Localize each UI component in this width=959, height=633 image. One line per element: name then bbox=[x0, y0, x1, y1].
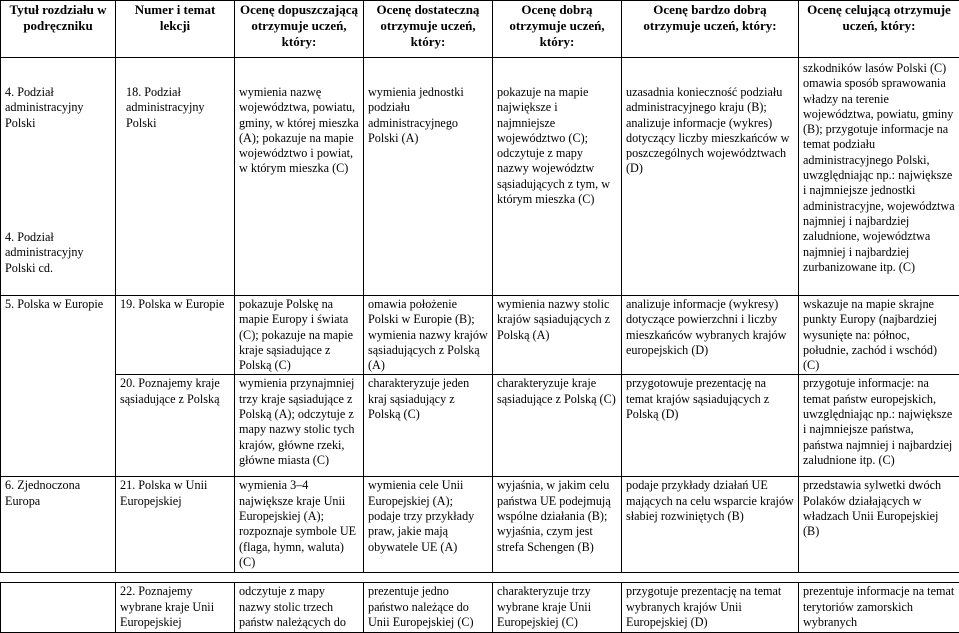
header-lesson: Numer i temat lekcji bbox=[116, 1, 235, 58]
lesson-cell: 22. Poznajemy wybrane kraje Unii Europejskiej bbox=[116, 583, 235, 633]
criteria-cell: odczytuje z mapy nazwy stolic trzech państw należących do bbox=[235, 583, 364, 633]
table-row bbox=[1, 583, 959, 633]
lesson-title: 18. Podział administracyjny Polski bbox=[126, 85, 205, 130]
lesson-cell: 19. Polska w Europie bbox=[116, 296, 235, 375]
criteria-cell: pokazuje na mapie największe i najmniejsze województwo (C); odczytuje z mapy nazwy województw sąsiadujących z tym, w którym mieszka (C) bbox=[493, 58, 622, 296]
chapter-title: 4. Podział administracyjny Polski bbox=[5, 85, 111, 230]
criteria-cell: przygotowuje prezentację na temat krajów sąsiadujących z Polską (D) bbox=[622, 375, 799, 477]
criteria-cell: przedstawia sylwetki dwóch Polaków działających w władzach Unii Europejskiej (B) bbox=[799, 477, 959, 573]
criteria-cell: charakteryzuje jeden kraj sąsiadujący z Polską (C) bbox=[364, 375, 493, 477]
criteria-cell: szkodników lasów Polski (C) omawia sposób sprawowania władzy na terenie województwa, powiatu, gminy (B); przygotuje informacje na temat podziału administracyjnego Polski, uwzględniając np.: największe i najmniejsze jednostki administracyjne, województwa najmniej i najbardziej zaludnione, województwa najmniej i najbardziej zurbanizowane itp. (C) bbox=[799, 58, 959, 296]
criteria-cell: wymienia 3–4 największe kraje Unii Europejskiej (A); rozpoznaje symbole UE (flaga, hymn, waluta) (C) bbox=[235, 477, 364, 573]
criteria-cell: wskazuje na mapie skrajne punkty Europy (najbardziej wysunięte na: północ, południe, zachód i wschód) (C) bbox=[799, 296, 959, 375]
criteria-cell: analizuje informacje (wykresy) dotyczące powierzchni i liczby mieszkańców wybranych krajów europejskich (D) bbox=[622, 296, 799, 375]
chapter-cell-empty bbox=[1, 583, 116, 633]
header-row bbox=[1, 1, 959, 58]
table-row bbox=[1, 477, 959, 573]
criteria-cell: prezentuje jedno państwo należące do Unii Europejskiej (C) bbox=[364, 583, 493, 633]
header-chapter: Tytuł rozdziału w podręczniku bbox=[1, 1, 116, 58]
criteria-cell: wymienia nazwy stolic krajów sąsiadujących z Polską (A) bbox=[493, 296, 622, 375]
header-grade-dobra: Ocenę dobrą otrzymuje uczeń, który: bbox=[493, 1, 622, 58]
criteria-cell: pokazuje Polskę na mapie Europy i świata (C); pokazuje na mapie kraje sąsiadujące z Polską (C) bbox=[235, 296, 364, 375]
criteria-cell: charakteryzuje kraje sąsiadujące z Polską (C) bbox=[493, 375, 622, 477]
lesson-cell: 20. Poznajemy kraje sąsiadujące z Polską bbox=[116, 375, 235, 477]
criteria-cell: podaje przykłady działań UE mających na celu wsparcie krajów słabiej rozwiniętych (B) bbox=[622, 477, 799, 573]
criteria-cell: wymienia przynajmniej trzy kraje sąsiadujące z Polską (A); odczytuje z mapy nazwy stolic tych krajów, główne rzeki, główne miasta (C) bbox=[235, 375, 364, 477]
chapter-cell: 6. Zjednoczona Europa bbox=[1, 477, 116, 573]
header-grade-dostateczna: Ocenę dostateczną otrzymuje uczeń, który: bbox=[364, 1, 493, 58]
criteria-cell: omawia położenie Polski w Europie (B); wymienia nazwy krajów sąsiadujących z Polską (A) bbox=[364, 296, 493, 375]
criteria-cell: wymienia cele Unii Europejskiej (A); podaje trzy przykłady praw, jakie mają obywatele UE (A) bbox=[364, 477, 493, 573]
table-row bbox=[1, 296, 959, 375]
lesson-cell bbox=[116, 58, 235, 296]
chapter-cell: 5. Polska w Europie bbox=[1, 296, 116, 375]
header-grade-bardzo-dobra: Ocenę bardzo dobrą otrzymuje uczeń, który: bbox=[622, 1, 799, 58]
spacer-row bbox=[1, 573, 959, 583]
criteria-cell: przygotuje prezentację na temat wybranych krajów Unii Europejskiej (D) bbox=[622, 583, 799, 633]
chapter-cell bbox=[1, 58, 116, 296]
criteria-cell: prezentuje informacje na temat terytoriów zamorskich wybranych bbox=[799, 583, 959, 633]
header-grade-celujaca: Ocenę celującą otrzymuje uczeń, który: bbox=[799, 1, 959, 58]
criteria-cell: wymienia nazwę województwa, powiatu, gminy, w której mieszka (A); pokazuje na mapie województwo i powiat, w którym mieszka (C) bbox=[235, 58, 364, 296]
table-row bbox=[1, 375, 959, 477]
chapter-title-continued: 4. Podział administracyjny Polski cd. bbox=[5, 230, 111, 276]
criteria-cell: wymienia jednostki podziału administracyjnego Polski (A) bbox=[364, 58, 493, 296]
criteria-cell: wyjaśnia, w jakim celu państwa UE podejmują wspólne działania (B); wyjaśnia, czym jest strefa Schengen (B) bbox=[493, 477, 622, 573]
criteria-cell: uzasadnia konieczność podziału administracyjnego kraju (B); analizuje informacje (wykres) dotyczący liczby mieszkańców w poszczególnych województwach (D) bbox=[622, 58, 799, 296]
lesson-cell: 21. Polska w Unii Europejskiej bbox=[116, 477, 235, 573]
criteria-cell: przygotuje informacje: na temat państw europejskich, uwzględniając np.: największe i najmniejsze państwa, państwa najmniej i najbardziej zaludnione itp. (C) bbox=[799, 375, 959, 477]
table-row bbox=[1, 58, 959, 296]
header-grade-dopuszczajaca: Ocenę dopuszczającą otrzymuje uczeń, który: bbox=[235, 1, 364, 58]
chapter-cell-empty bbox=[1, 375, 116, 477]
criteria-cell: charakteryzuje trzy wybrane kraje Unii Europejskiej (C) bbox=[493, 583, 622, 633]
